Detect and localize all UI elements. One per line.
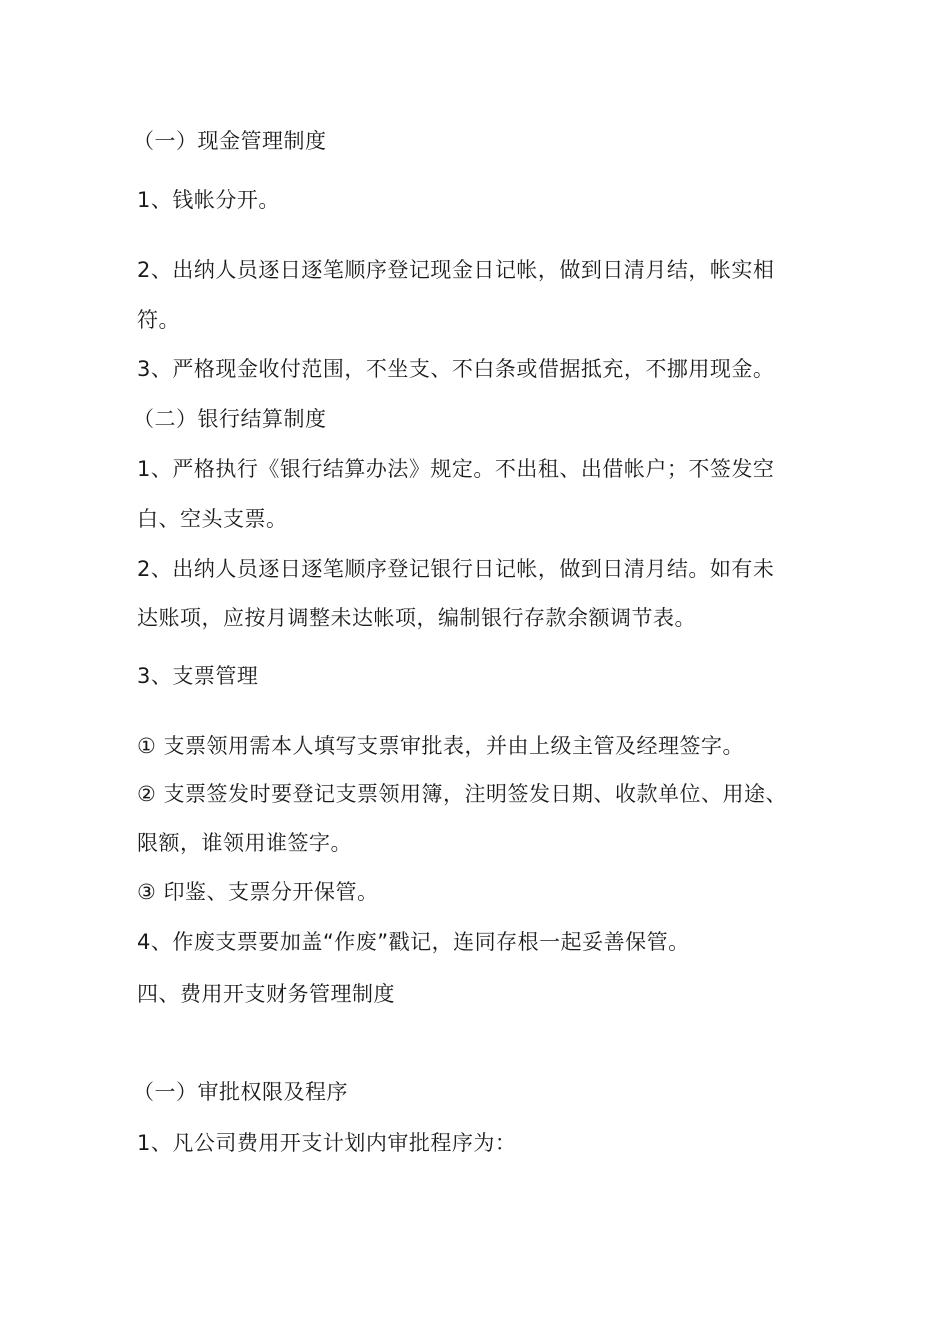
paragraph-line: 3、严格现金收付范围，不坐支、不白条或借据抵充，不挪用现金。 bbox=[137, 357, 775, 381]
paragraph-line: 2、出纳人员逐日逐笔顺序登记现金日记帐，做到日清月结，帐实相 bbox=[137, 258, 775, 282]
paragraph-line: 达账项，应按月调整未达帐项，编制银行存款余额调节表。 bbox=[137, 606, 696, 630]
paragraph-line: 符。 bbox=[137, 308, 180, 332]
paragraph-line: 2、出纳人员逐日逐笔顺序登记银行日记帐，做到日清月结。如有未 bbox=[137, 557, 775, 581]
section-heading-bank: （二）银行结算制度 bbox=[133, 407, 327, 431]
paragraph-line: 1、钱帐分开。 bbox=[137, 188, 280, 212]
subsection-heading-cheque: 3、支票管理 bbox=[137, 664, 259, 688]
paragraph-line: 限额，谁领用谁签字。 bbox=[137, 831, 352, 855]
section-heading-cash: （一）现金管理制度 bbox=[133, 129, 327, 153]
paragraph-line: 1、严格执行《银行结算办法》规定。不出租、出借帐户；不签发空 bbox=[137, 457, 775, 481]
list-item: ① 支票领用需本人填写支票审批表，并由上级主管及经理签字。 bbox=[137, 734, 744, 758]
section-heading-approval: （一）审批权限及程序 bbox=[133, 1080, 348, 1104]
section-heading-expense: 四、费用开支财务管理制度 bbox=[137, 982, 395, 1006]
list-item: ② 支票签发时要登记支票领用簿，注明签发日期、收款单位、用途、 bbox=[137, 782, 787, 806]
list-item: ③ 印鉴、支票分开保管。 bbox=[137, 880, 379, 904]
paragraph-line: 4、作废支票要加盖“作废”戳记，连同存根一起妥善保管。 bbox=[137, 930, 690, 954]
paragraph-line: 白、空头支票。 bbox=[137, 507, 288, 531]
paragraph-line: 1、凡公司费用开支计划内审批程序为： bbox=[137, 1131, 517, 1155]
